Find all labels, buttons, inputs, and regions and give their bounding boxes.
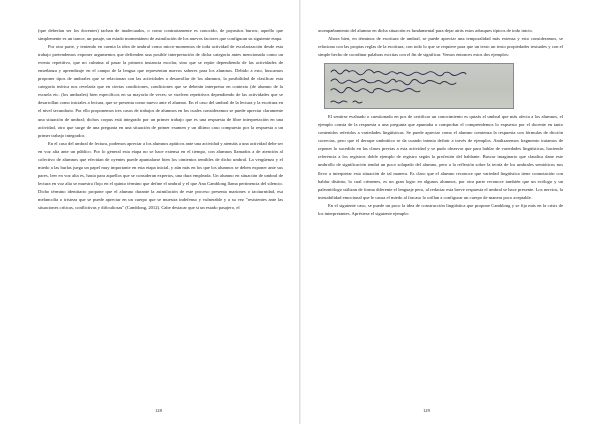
left-paragraph-3: En el caso del umbral de lectura, podemos apreciar a los alumnos apáticos ante una actividad y atemáis a una actividad debe ser en voz alta ante un público. Por lo general esta etapa no se hace extensa en el tiempo, con alumnos llamados a de atención al colectivo de alumnos que efectúan de oyentes puede apuntalarse bien los cimientos temibles de dicho umbral. La vergüenza y el miedo a las burlas juega un papel muy importante en esta etapa inicial, y aún más en los que los alumnos se deben exponer ante sus pares, leer en voz alta es, hasta para aquellos que se consideran expertos, una dura empleada. Un alumno en situación de umbral de lectura en voz alta se muestra flojo en el quinto término que define el umbral y el que Ana Camblong llama pertinencia del silencio. Dicho término identitario propone que el alumno durante la asimilación de este proceso presenta mariones o taciturnidad, esa melancolía o tristeza que se puede apreciar en un cuerpo que se muestra indefenso y vulnerable y a su vez "resistentes ante las situaciones críticas, conflictivas y dificultosas" (Camblong, 2012). Cabe destacar que si un estado pasajero, el <box>38 140 283 211</box>
right-paragraph-2: Ahora bien, en términos de escritura de umbral, se puede apreciar una temporalidad más extensa y esto consideramos, se relaciona con las propias reglas de la escritura, con todo lo que se requiere para que un texto un texto propiedades textuales y con el simple hecho de coordinar palabras escritas con el fin de significar. Vemos entonces estos dos ejemplos: <box>318 36 563 58</box>
handwriting-scribble-icon <box>325 64 513 108</box>
handwritten-sample-image <box>324 63 514 109</box>
right-paragraph-4: En el siguiente caso, se puede un poco la idea de construcción lingüística que propone Camblong y se fija más en la crisis de los interpretantes. Aprésiese el siguiente ejemplo: <box>318 202 563 216</box>
right-paragraph-3: El sentirse evaluado o cuestionado en pos de certificar un conocimiento es quizás el umbral que más afecta a los alumnos, el ejemplo consta de la respuesta a una pregunta que apuntaba a comprobar el comprendemos lo expuesto por el docente en tanto contenidos referidos a variedades lingüísticas. Se puede apreciar como el alumno comienza la respuesta con fórmulas de dicción correctas, pero que el derrape umbrático se da cuando intenta definir a través de ejemplos. Analizaremos fragmento tratamos de reponer lo sucedido en las clases previas a esta actividad y se pudo observar que para hablar de variedades lingüísticas, haciendo referencia a los registros doble ejemplo de registro según la profesión del hablante. Buscar imaginario que claudica dane este umbrollo de significación tendrá un poco solapado del alumno, pero a la reflexión sobre la teoría de los umbrales semióticos nos llevo a interpretar esta situación de tal manera. Es claro que el alumno reconoce que variedad lingüística tiene connotación con hablar distinto, lo cual crímenes, es un gran logro en algunos alumnos, por otra parte reconoce también que un ecólogo y un paleontólogo utilizan de forma diferente el lenguaje pero, al redactar esta breve respuesta el umbral se hace presente. Los nervios, la inestabilidad emocional que le causa el miedo al fracaso lo orillan a configurar un cuerpo de manera poco aceptable. <box>318 114 563 200</box>
left-page <box>38 27 283 397</box>
book-gutter <box>299 0 301 424</box>
right-page-number: 129 <box>423 408 430 413</box>
left-page-number: 128 <box>155 408 162 413</box>
left-paragraph-2: Por otra parte, y teniendo en cuenta la idea de umbral como micro-momentos de toda actividad de escolarización desde esta trabajo pretendemos exponer argumentos que defienden una posible interpretación de dicha categoría antes mencionada como un evento repetitivo, que no culmina al pasar la primera instancia escolar, sino que se repite dependiendo de las actividades de enseñanza y aprendizaje en el campo de la lengua que representan nuevos saberes para los alumnos. Debido a esto, buscamos proponer tipos de umbrales que se relacionan con las actividades a desarrollar de los alumnos, la posibilidad de clasificar esta categoría teórica nos revelaría que en ciertas condiciones, condiciones que se deberán interpretar en contexto (de alumno de la escuela etc. (los umbrales) bien específicos en su mayoría de veces; se vuelven repetitivos dependiendo de las actividades que se desarrollan como iniciales a lectura, que se presenta como nuevo ante el alumno. En el caso del umbral de la lectura y la escritura en el nivel secundario. Por ello proponemos tres casos de trabajos de alumnos en los cuales consideramos se puede apreciar claramente una situación de umbral; dichos corpus está integrado por un primer trabajo que es una respuesta de libre interpretación en una actividad, otro que surge de una pregunta en una situación de primer examen y un último caso compuesto por la respuesta a un primer trabajo integrador. <box>38 44 283 138</box>
right-paragraph-1: acompañamiento del alumno en dicha situación es fundamental para dejar atrás estos adusques típicos de todo inicio. <box>318 28 533 33</box>
right-page <box>318 27 563 397</box>
left-paragraph-1: (que deberían ser los docentes) tachan de inadecuados, o como contrariamente es conocido, de payasitos burros; aquello que simplemente es un trance, un pasaje, un estado momentáneo de asimilación de los nuevos factores que configuran su siguiente etapa. <box>38 28 283 42</box>
